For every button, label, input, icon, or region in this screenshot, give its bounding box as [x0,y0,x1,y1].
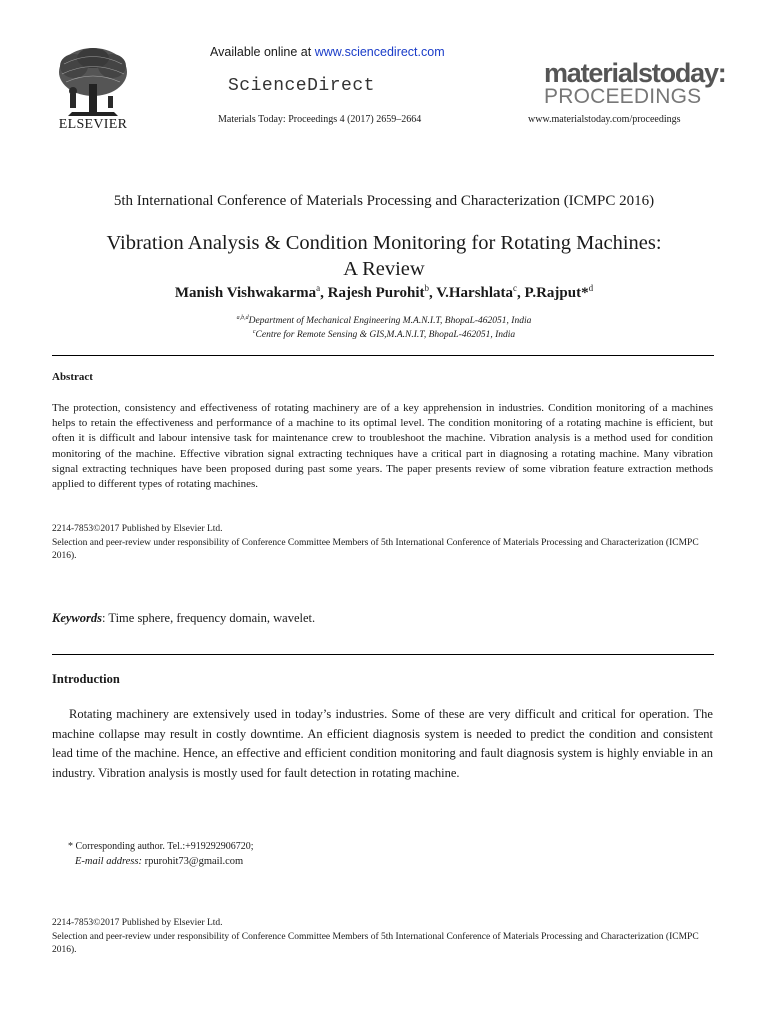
affiliation-2: $^c$Centre for Remote Sensing & GIS,M.A.N.I.T, BhopaL-462051, India [252,329,516,341]
author-name: P.Rajput* [524,285,589,301]
divider [52,355,714,356]
paper-title [40,230,728,282]
affiliation-1: $^{a,b,d}$Department of Mechanical Engineering M.A.N.I.T, BhopaL-462051, India [236,315,532,327]
peer-review-note: Selection and peer-review under responsibility of Conference Committee Members of 5th International Conference of Materials Processing and Characterization (ICMPC 2016). [52,931,699,955]
sciencedirect-link[interactable]: www.sciencedirect.com [314,45,445,59]
publisher-name: ELSEVIER [58,117,128,132]
author-name: Manish Vishwakarma [174,285,317,301]
journal-url: www.materialstoday.com/proceedings [528,114,681,125]
conference-name: 5th International Conference of Materials Processing and Characterization (ICMPC 2016) [113,193,655,209]
introduction-text: Rotating machinery are extensively used in today’s industries. Some of these are very difficult and critical for operation. The machine collapse may result in costly downtime. An efficient diagnosis system is needed to predict the condition and consistent lead time of the machine. Hence, an effective and efficient condition monitoring and fault diagnosis system is highly enviable in an industry. Vibration analysis is mostly used for fault detection in rotating machine. [52,707,713,780]
journal-reference: Materials Today: Proceedings 4 (2017) 2659–2664 [218,114,422,125]
title-line-2: A Review [343,258,425,280]
abstract-text: The protection, consistency and effectiveness of rotating machinery are of a key apprehension in industries. Condition monitoring of a machines helps to retain the effectiveness and performance of a machine to its optimal level. The condition monitoring of a rotating machine is efficient, but often it is difficult and labour intensive task for maintenance crew to troubleshoot the machine. Vibration analysis is a method used for condition monitoring of the machine. Effective vibration signal extracting techniques have a critical part in diagnosing a rotating machine. Many vibration signal extracting techniques have been proposed during past some years. The paper presents review of some vibration feature extraction methods applied to different types of rotating machines. [52,402,713,491]
corresponding-author: * Corresponding author. Tel.:+919292906720; [68,841,254,852]
mt-logo-line2: PROCEEDINGS [544,85,702,108]
mt-logo-line1: materialstoday: [544,58,726,88]
keywords: Keywords: Time sphere, frequency domain, wavelet. [52,611,316,625]
materials-today-logo [544,58,726,108]
copyright-block [52,523,714,564]
author-list: Manish Vishwakarma$^a$, Rajesh Purohit$^b$, V.Harshlata$^c$, P.Rajput*$^d$ [174,283,594,301]
author-name: V.Harshlata [436,285,514,301]
peer-review-note: Selection and peer-review under responsibility of Conference Committee Members of 5th International Conference of Materials Processing and Characterization (ICMPC 2016). [52,537,699,561]
author-affil-sup: b [424,283,429,293]
introduction-heading: Introduction [52,672,120,686]
email-line: E-mail address: rpurohit73@gmail.com [75,856,244,867]
footer-copyright-block [52,917,714,958]
title-line-1: Vibration Analysis & Condition Monitoring for Rotating Machines: [106,232,662,254]
keywords-label: Keywords [52,611,102,625]
author-name: Rajesh Purohit [327,285,425,301]
divider [52,654,714,655]
copyright-line: 2214-7853©2017 Published by Elsevier Ltd. [52,524,223,534]
available-online: Available online at www.sciencedirect.com [210,45,445,59]
author-affil-sup: c [513,283,518,293]
author-affil-sup: d [588,283,594,293]
abstract-heading: Abstract [52,371,93,383]
author-email: rpurohit73@gmail.com [144,856,244,867]
keywords-text: Time sphere, frequency domain, wavelet. [108,611,316,625]
sciencedirect-wordmark: ScienceDirect [228,76,375,96]
copyright-line: 2214-7853©2017 Published by Elsevier Ltd. [52,918,223,928]
author-affil-sup: a [316,283,321,293]
